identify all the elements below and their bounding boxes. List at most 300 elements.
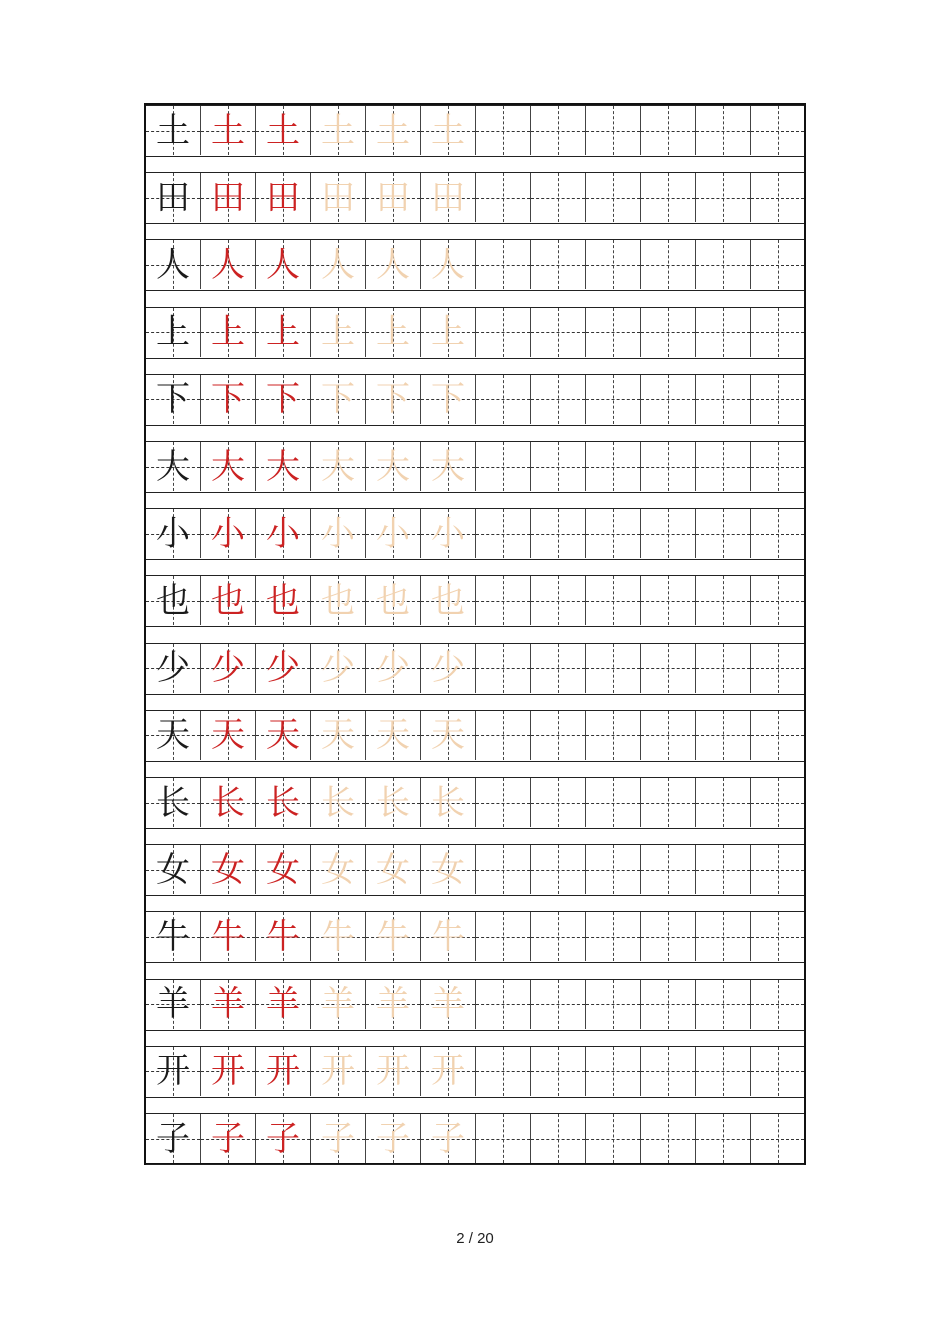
- model-character: 牛: [156, 916, 190, 957]
- blank-writing-cell[interactable]: [586, 576, 641, 625]
- tracing-cell: [366, 106, 421, 155]
- tracing-character: 长: [376, 782, 410, 823]
- tracing-cell: [311, 1047, 366, 1096]
- tracing-cell: [421, 240, 476, 289]
- tracing-character: 女: [321, 849, 355, 890]
- blank-writing-cell[interactable]: [586, 1114, 641, 1163]
- tracing-character: 天: [376, 715, 410, 756]
- model-character-cell: [146, 1114, 201, 1163]
- blank-writing-cell[interactable]: [641, 845, 696, 894]
- tracing-character: 长: [431, 782, 465, 823]
- blank-writing-cell[interactable]: [476, 509, 531, 558]
- blank-writing-cell[interactable]: [586, 509, 641, 558]
- model-character-cell: [146, 308, 201, 357]
- red-example-character: 人: [211, 244, 245, 285]
- red-example-character: 土: [266, 110, 300, 151]
- blank-writing-cell[interactable]: [586, 106, 641, 155]
- blank-writing-cell[interactable]: [641, 509, 696, 558]
- tracing-character: 开: [321, 1051, 355, 1092]
- blank-writing-cell[interactable]: [696, 845, 751, 894]
- tracing-cell: [311, 240, 366, 289]
- blank-writing-cell[interactable]: [586, 308, 641, 357]
- blank-writing-cell[interactable]: [751, 845, 804, 894]
- tracing-character: 人: [376, 244, 410, 285]
- red-example-cell: [256, 778, 311, 827]
- tracing-cell: [421, 778, 476, 827]
- blank-writing-cell[interactable]: [641, 308, 696, 357]
- tracing-character: 田: [321, 177, 355, 218]
- blank-writing-cell[interactable]: [476, 980, 531, 1029]
- red-example-cell: [256, 1047, 311, 1096]
- model-character-cell: [146, 576, 201, 625]
- tracing-character: 子: [376, 1118, 410, 1159]
- tracing-cell: [366, 442, 421, 491]
- tracing-cell: [366, 711, 421, 760]
- blank-writing-cell[interactable]: [696, 375, 751, 424]
- tracing-cell: [421, 173, 476, 222]
- blank-writing-cell[interactable]: [751, 711, 804, 760]
- blank-writing-cell[interactable]: [751, 778, 804, 827]
- red-example-cell: [256, 106, 311, 155]
- blank-writing-cell[interactable]: [476, 845, 531, 894]
- red-example-cell: [201, 912, 256, 961]
- blank-writing-cell[interactable]: [531, 912, 586, 961]
- red-example-cell: [201, 509, 256, 558]
- tracing-cell: [311, 576, 366, 625]
- blank-writing-cell[interactable]: [476, 173, 531, 222]
- blank-writing-cell[interactable]: [476, 912, 531, 961]
- model-character-cell: [146, 980, 201, 1029]
- model-character: 上: [156, 312, 190, 353]
- blank-writing-cell[interactable]: [696, 576, 751, 625]
- blank-writing-cell[interactable]: [641, 711, 696, 760]
- tracing-character: 女: [431, 849, 465, 890]
- practice-row: [146, 374, 804, 426]
- blank-writing-cell[interactable]: [641, 912, 696, 961]
- blank-writing-cell[interactable]: [586, 845, 641, 894]
- blank-writing-cell[interactable]: [531, 240, 586, 289]
- practice-row: [146, 508, 804, 560]
- red-example-character: 女: [266, 849, 300, 890]
- tracing-character: 子: [431, 1118, 465, 1159]
- tracing-character: 上: [376, 312, 410, 353]
- model-character: 小: [156, 513, 190, 554]
- red-example-cell: [201, 308, 256, 357]
- tracing-cell: [421, 845, 476, 894]
- tracing-cell: [311, 509, 366, 558]
- model-character-cell: [146, 442, 201, 491]
- tracing-character: 人: [431, 244, 465, 285]
- red-example-character: 天: [211, 715, 245, 756]
- blank-writing-cell[interactable]: [476, 778, 531, 827]
- red-example-cell: [201, 1114, 256, 1163]
- practice-row: [146, 643, 804, 695]
- tracing-character: 牛: [431, 916, 465, 957]
- tracing-character: 羊: [431, 984, 465, 1025]
- red-example-character: 牛: [266, 916, 300, 957]
- red-example-character: 小: [266, 513, 300, 554]
- model-character: 田: [156, 177, 190, 218]
- blank-writing-cell[interactable]: [696, 980, 751, 1029]
- blank-writing-cell[interactable]: [531, 644, 586, 693]
- blank-writing-cell[interactable]: [476, 308, 531, 357]
- blank-writing-cell[interactable]: [531, 308, 586, 357]
- blank-writing-cell[interactable]: [641, 173, 696, 222]
- blank-writing-cell[interactable]: [586, 778, 641, 827]
- tracing-cell: [311, 442, 366, 491]
- blank-writing-cell[interactable]: [641, 1114, 696, 1163]
- blank-writing-cell[interactable]: [696, 644, 751, 693]
- red-example-cell: [201, 442, 256, 491]
- tracing-character: 也: [431, 580, 465, 621]
- tracing-character: 开: [376, 1051, 410, 1092]
- blank-writing-cell[interactable]: [751, 912, 804, 961]
- red-example-cell: [256, 576, 311, 625]
- blank-writing-cell[interactable]: [586, 912, 641, 961]
- tracing-cell: [421, 106, 476, 155]
- model-character: 长: [156, 782, 190, 823]
- blank-writing-cell[interactable]: [751, 442, 804, 491]
- blank-writing-cell[interactable]: [476, 240, 531, 289]
- red-example-character: 上: [266, 312, 300, 353]
- tracing-cell: [311, 1114, 366, 1163]
- tracing-character: 下: [431, 379, 465, 420]
- blank-writing-cell[interactable]: [641, 106, 696, 155]
- tracing-cell: [366, 644, 421, 693]
- model-character-cell: [146, 644, 201, 693]
- tracing-character: 土: [431, 110, 465, 151]
- blank-writing-cell[interactable]: [476, 442, 531, 491]
- blank-writing-cell[interactable]: [531, 576, 586, 625]
- tracing-character: 牛: [321, 916, 355, 957]
- practice-row: [146, 777, 804, 829]
- blank-writing-cell[interactable]: [476, 711, 531, 760]
- red-example-cell: [201, 1047, 256, 1096]
- blank-writing-cell[interactable]: [641, 576, 696, 625]
- blank-writing-cell[interactable]: [641, 442, 696, 491]
- model-character-cell: [146, 173, 201, 222]
- practice-row: [146, 979, 804, 1031]
- practice-row: [146, 911, 804, 963]
- blank-writing-cell[interactable]: [696, 308, 751, 357]
- tracing-cell: [366, 1047, 421, 1096]
- red-example-character: 羊: [211, 984, 245, 1025]
- blank-writing-cell[interactable]: [641, 644, 696, 693]
- blank-writing-cell[interactable]: [696, 1047, 751, 1096]
- model-character: 少: [156, 648, 190, 689]
- tracing-character: 下: [321, 379, 355, 420]
- tracing-cell: [366, 375, 421, 424]
- tracing-character: 小: [376, 513, 410, 554]
- red-example-character: 小: [211, 513, 245, 554]
- tracing-character: 小: [321, 513, 355, 554]
- red-example-character: 天: [266, 715, 300, 756]
- practice-row: [146, 105, 804, 157]
- blank-writing-cell[interactable]: [696, 711, 751, 760]
- tracing-cell: [421, 308, 476, 357]
- blank-writing-cell[interactable]: [531, 778, 586, 827]
- blank-writing-cell[interactable]: [641, 240, 696, 289]
- tracing-cell: [421, 576, 476, 625]
- red-example-cell: [256, 442, 311, 491]
- red-example-character: 人: [266, 244, 300, 285]
- tracing-character: 长: [321, 782, 355, 823]
- tracing-character: 上: [321, 312, 355, 353]
- blank-writing-cell[interactable]: [696, 1114, 751, 1163]
- model-character-cell: [146, 845, 201, 894]
- tracing-cell: [366, 1114, 421, 1163]
- model-character: 女: [156, 849, 190, 890]
- red-example-character: 开: [211, 1051, 245, 1092]
- red-example-character: 下: [266, 379, 300, 420]
- tracing-character: 大: [431, 446, 465, 487]
- tracing-character: 少: [321, 648, 355, 689]
- red-example-cell: [201, 778, 256, 827]
- blank-writing-cell[interactable]: [586, 442, 641, 491]
- red-example-character: 长: [211, 782, 245, 823]
- model-character: 人: [156, 244, 190, 285]
- blank-writing-cell[interactable]: [531, 980, 586, 1029]
- red-example-character: 田: [266, 177, 300, 218]
- tracing-cell: [366, 912, 421, 961]
- tracing-character: 天: [321, 715, 355, 756]
- practice-row: [146, 844, 804, 896]
- tracing-cell: [421, 375, 476, 424]
- red-example-cell: [201, 375, 256, 424]
- practice-grid: [144, 103, 806, 1165]
- red-example-cell: [201, 980, 256, 1029]
- red-example-cell: [201, 845, 256, 894]
- blank-writing-cell[interactable]: [696, 912, 751, 961]
- blank-writing-cell[interactable]: [586, 644, 641, 693]
- blank-writing-cell[interactable]: [696, 240, 751, 289]
- blank-writing-cell[interactable]: [751, 1114, 804, 1163]
- blank-writing-cell[interactable]: [476, 1047, 531, 1096]
- red-example-character: 牛: [211, 916, 245, 957]
- practice-row: [146, 172, 804, 224]
- tracing-cell: [421, 711, 476, 760]
- blank-writing-cell[interactable]: [531, 845, 586, 894]
- tracing-cell: [366, 778, 421, 827]
- tracing-cell: [421, 912, 476, 961]
- blank-writing-cell[interactable]: [476, 644, 531, 693]
- red-example-cell: [256, 240, 311, 289]
- tracing-character: 土: [376, 110, 410, 151]
- page-number: 2 / 20: [456, 1230, 494, 1247]
- practice-row: [146, 710, 804, 762]
- blank-writing-cell[interactable]: [641, 980, 696, 1029]
- tracing-character: 子: [321, 1118, 355, 1159]
- model-character-cell: [146, 711, 201, 760]
- tracing-cell: [366, 173, 421, 222]
- tracing-cell: [366, 980, 421, 1029]
- blank-writing-cell[interactable]: [531, 106, 586, 155]
- practice-row: [146, 1046, 804, 1098]
- practice-row: [146, 239, 804, 291]
- red-example-cell: [201, 240, 256, 289]
- red-example-cell: [256, 1114, 311, 1163]
- tracing-character: 小: [431, 513, 465, 554]
- red-example-character: 也: [211, 580, 245, 621]
- blank-writing-cell[interactable]: [751, 1047, 804, 1096]
- tracing-cell: [366, 845, 421, 894]
- red-example-character: 土: [211, 110, 245, 151]
- model-character: 下: [156, 379, 190, 420]
- tracing-cell: [421, 442, 476, 491]
- blank-writing-cell[interactable]: [586, 375, 641, 424]
- red-example-cell: [256, 912, 311, 961]
- blank-writing-cell[interactable]: [586, 173, 641, 222]
- practice-row: [146, 441, 804, 493]
- tracing-character: 也: [321, 580, 355, 621]
- red-example-cell: [201, 173, 256, 222]
- tracing-cell: [366, 509, 421, 558]
- tracing-character: 田: [376, 177, 410, 218]
- blank-writing-cell[interactable]: [476, 106, 531, 155]
- tracing-cell: [311, 308, 366, 357]
- red-example-cell: [256, 375, 311, 424]
- tracing-cell: [311, 980, 366, 1029]
- red-example-cell: [201, 576, 256, 625]
- model-character-cell: [146, 375, 201, 424]
- blank-writing-cell[interactable]: [531, 1114, 586, 1163]
- practice-row: [146, 307, 804, 359]
- red-example-character: 子: [211, 1118, 245, 1159]
- red-example-character: 子: [266, 1118, 300, 1159]
- blank-writing-cell[interactable]: [751, 644, 804, 693]
- tracing-cell: [421, 644, 476, 693]
- blank-writing-cell[interactable]: [531, 509, 586, 558]
- model-character-cell: [146, 1047, 201, 1096]
- tracing-character: 大: [321, 446, 355, 487]
- blank-writing-cell[interactable]: [641, 1047, 696, 1096]
- blank-writing-cell[interactable]: [751, 509, 804, 558]
- blank-writing-cell[interactable]: [751, 308, 804, 357]
- blank-writing-cell[interactable]: [641, 375, 696, 424]
- blank-writing-cell[interactable]: [531, 711, 586, 760]
- blank-writing-cell[interactable]: [586, 240, 641, 289]
- blank-writing-cell[interactable]: [476, 375, 531, 424]
- blank-writing-cell[interactable]: [696, 173, 751, 222]
- blank-writing-cell[interactable]: [696, 778, 751, 827]
- tracing-character: 下: [376, 379, 410, 420]
- red-example-cell: [256, 509, 311, 558]
- model-character-cell: [146, 509, 201, 558]
- blank-writing-cell[interactable]: [751, 980, 804, 1029]
- tracing-character: 土: [321, 110, 355, 151]
- model-character-cell: [146, 778, 201, 827]
- red-example-character: 也: [266, 580, 300, 621]
- red-example-character: 长: [266, 782, 300, 823]
- tracing-cell: [311, 912, 366, 961]
- blank-writing-cell[interactable]: [751, 106, 804, 155]
- blank-writing-cell[interactable]: [531, 1047, 586, 1096]
- red-example-cell: [256, 308, 311, 357]
- tracing-character: 大: [376, 446, 410, 487]
- red-example-character: 上: [211, 312, 245, 353]
- model-character: 羊: [156, 984, 190, 1025]
- red-example-cell: [256, 644, 311, 693]
- red-example-character: 开: [266, 1051, 300, 1092]
- tracing-cell: [311, 375, 366, 424]
- tracing-character: 田: [431, 177, 465, 218]
- model-character: 也: [156, 580, 190, 621]
- red-example-character: 少: [266, 648, 300, 689]
- red-example-character: 大: [266, 446, 300, 487]
- model-character-cell: [146, 240, 201, 289]
- tracing-cell: [311, 778, 366, 827]
- model-character: 子: [156, 1118, 190, 1159]
- tracing-character: 也: [376, 580, 410, 621]
- red-example-character: 少: [211, 648, 245, 689]
- blank-writing-cell[interactable]: [751, 240, 804, 289]
- red-example-cell: [256, 980, 311, 1029]
- tracing-cell: [366, 576, 421, 625]
- red-example-character: 大: [211, 446, 245, 487]
- tracing-character: 天: [431, 715, 465, 756]
- red-example-cell: [256, 173, 311, 222]
- tracing-cell: [366, 308, 421, 357]
- blank-writing-cell[interactable]: [531, 375, 586, 424]
- blank-writing-cell[interactable]: [586, 711, 641, 760]
- red-example-character: 田: [211, 177, 245, 218]
- blank-writing-cell[interactable]: [586, 980, 641, 1029]
- model-character: 大: [156, 446, 190, 487]
- red-example-cell: [201, 711, 256, 760]
- tracing-cell: [311, 106, 366, 155]
- tracing-character: 牛: [376, 916, 410, 957]
- tracing-cell: [311, 845, 366, 894]
- model-character: 土: [156, 110, 190, 151]
- blank-writing-cell[interactable]: [751, 576, 804, 625]
- tracing-character: 女: [376, 849, 410, 890]
- red-example-character: 下: [211, 379, 245, 420]
- model-character-cell: [146, 106, 201, 155]
- tracing-character: 少: [431, 648, 465, 689]
- blank-writing-cell[interactable]: [586, 1047, 641, 1096]
- tracing-cell: [366, 240, 421, 289]
- tracing-cell: [311, 173, 366, 222]
- blank-writing-cell[interactable]: [641, 778, 696, 827]
- blank-writing-cell[interactable]: [696, 442, 751, 491]
- practice-row: [146, 1113, 804, 1165]
- red-example-cell: [256, 845, 311, 894]
- model-character: 天: [156, 715, 190, 756]
- blank-writing-cell[interactable]: [751, 375, 804, 424]
- tracing-character: 上: [431, 312, 465, 353]
- tracing-character: 羊: [321, 984, 355, 1025]
- tracing-character: 人: [321, 244, 355, 285]
- model-character: 开: [156, 1051, 190, 1092]
- blank-writing-cell[interactable]: [476, 576, 531, 625]
- blank-writing-cell[interactable]: [531, 173, 586, 222]
- blank-writing-cell[interactable]: [476, 1114, 531, 1163]
- tracing-character: 开: [431, 1051, 465, 1092]
- tracing-cell: [421, 980, 476, 1029]
- blank-writing-cell[interactable]: [751, 173, 804, 222]
- blank-writing-cell[interactable]: [531, 442, 586, 491]
- tracing-cell: [421, 1114, 476, 1163]
- practice-row: [146, 575, 804, 627]
- blank-writing-cell[interactable]: [696, 106, 751, 155]
- blank-writing-cell[interactable]: [696, 509, 751, 558]
- red-example-cell: [201, 106, 256, 155]
- tracing-cell: [421, 509, 476, 558]
- tracing-character: 少: [376, 648, 410, 689]
- tracing-cell: [311, 711, 366, 760]
- red-example-cell: [201, 644, 256, 693]
- tracing-character: 羊: [376, 984, 410, 1025]
